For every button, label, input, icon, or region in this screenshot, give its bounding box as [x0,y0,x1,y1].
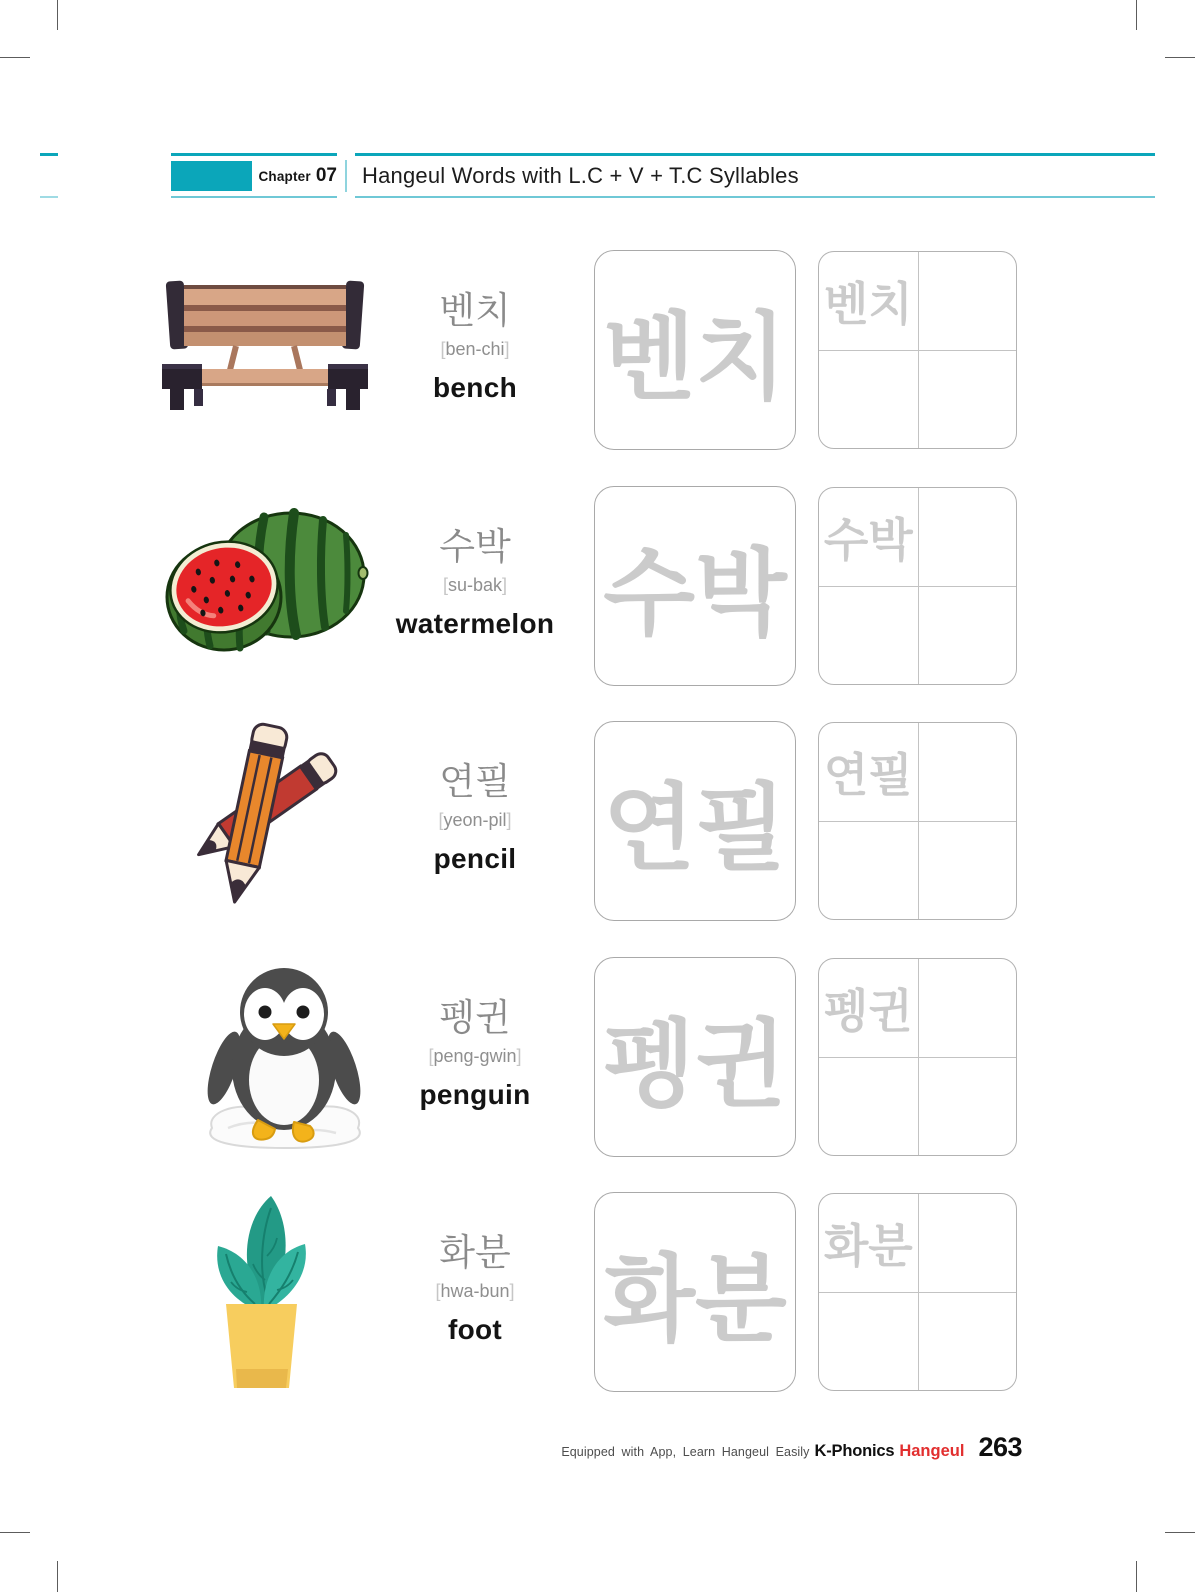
korean-word: 화분 [439,1232,511,1273]
romanization [345,1045,605,1067]
trace-box-small [818,722,1017,920]
trace-box-large [594,486,796,686]
bracket-open: [ [428,1046,434,1066]
bracket-close: ] [516,1046,522,1066]
english-word: watermelon [395,608,555,639]
word-row [0,957,1195,1157]
trace-text-small: 벤치 [823,278,913,330]
header-rule-top [40,153,58,156]
romanization-text: ben-chi [445,339,505,359]
quadrant-vline [918,1194,919,1390]
crop-mark [0,57,30,58]
trace-text-small: 연필 [823,749,913,801]
watermelon-illustration [164,505,369,655]
trace-box-large [594,721,796,921]
page-number: 263 [978,1432,1022,1462]
crop-mark [0,1532,30,1533]
trace-text-small: 화분 [823,1220,913,1272]
bench-illustration [160,275,370,410]
trace-box-large [594,957,796,1157]
chapter-number: 07 [315,165,337,186]
header-rule-bottom [355,196,1155,198]
word-column [345,957,605,1157]
trace-box-large [594,1192,796,1392]
trace-text-small: 펭귄 [823,985,913,1037]
crop-mark [1165,57,1195,58]
crop-mark [57,1561,58,1592]
romanization-text: hwa-bun [440,1281,510,1301]
footer-tagline: Equipped with App, Learn Hangeul Easily [561,1445,810,1459]
romanization [345,574,605,596]
chapter-heading [171,161,337,191]
trace-box-small [818,1193,1017,1391]
trace-text-large: 화분 [603,1247,787,1353]
word-column [345,486,605,686]
trace-box-large [594,250,796,450]
trace-text-large: 수박 [603,541,787,647]
word-row [0,721,1195,921]
korean-word: 벤치 [439,290,511,331]
trace-box-small [818,487,1017,685]
romanization-text: su-bak [447,575,503,595]
quadrant-vline [918,723,919,919]
word-row [0,250,1195,450]
korean-word: 수박 [439,526,511,567]
bracket-close: ] [504,339,510,359]
romanization-text: peng-gwin [433,1046,517,1066]
word-row [0,1192,1195,1392]
crop-mark [57,0,58,30]
romanization-text: yeon-pil [443,810,507,830]
romanization [345,1280,605,1302]
english-word: bench [433,372,517,403]
header-rule-bottom [171,196,337,198]
flowerpot-illustration [209,1192,314,1390]
korean-word: 펭귄 [439,997,511,1038]
crop-mark [1136,0,1137,30]
trace-text-large: 펭귄 [603,1012,787,1118]
bracket-open: [ [438,810,444,830]
trace-box-small [818,958,1017,1156]
word-column [345,250,605,450]
pencil-illustration [180,722,365,917]
crop-mark [1136,1561,1137,1592]
trace-text-small: 수박 [823,514,913,566]
quadrant-vline [918,488,919,684]
bracket-close: ] [506,810,512,830]
page-title: Hangeul Words with L.C + V + T.C Syllables [362,163,799,188]
bracket-close: ] [509,1281,515,1301]
english-word: pencil [433,843,517,874]
romanization [345,338,605,360]
header-rule-top [355,153,1155,156]
crop-mark [1165,1532,1195,1533]
romanization [345,809,605,831]
header-rule-bottom [40,196,58,198]
english-word: penguin [419,1079,531,1110]
chapter-label: Chapter [258,168,311,184]
header-rule-top [171,153,337,156]
english-word: foot [447,1314,503,1345]
quadrant-vline [918,959,919,1155]
word-column [345,721,605,921]
brand-name: K-Phonics [814,1442,895,1460]
word-column [345,1192,605,1392]
footer [561,1432,1022,1463]
trace-text-large: 연필 [603,776,787,882]
word-row [0,486,1195,686]
trace-text-large: 벤치 [603,305,787,411]
bracket-open: [ [435,1281,441,1301]
trace-box-small [818,251,1017,449]
bracket-close: ] [502,575,508,595]
quadrant-vline [918,252,919,448]
korean-word: 연필 [439,761,511,802]
bracket-open: [ [442,575,448,595]
header-divider [345,160,347,192]
brand-accent: Hangeul [899,1442,965,1460]
bracket-open: [ [440,339,446,359]
